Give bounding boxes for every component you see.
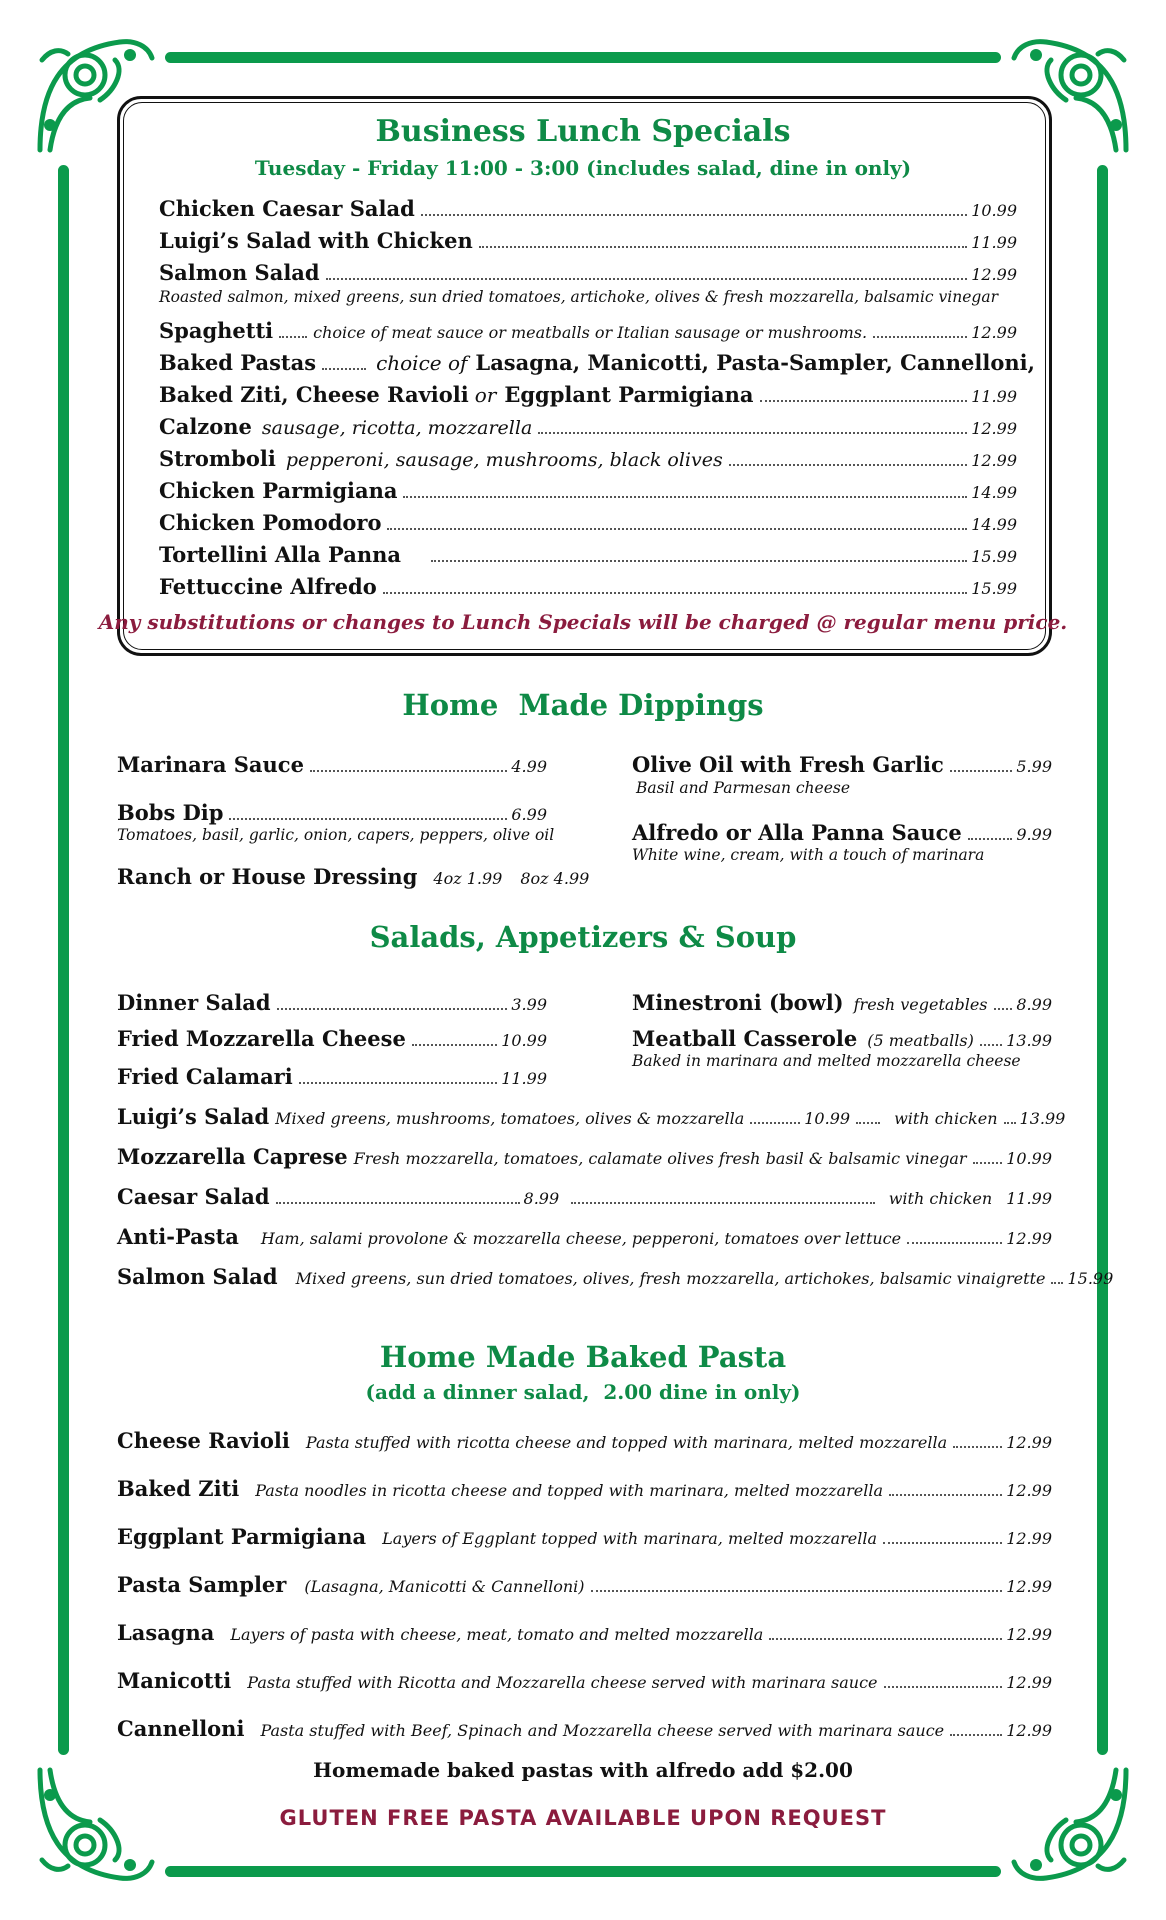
- leader-dots: [310, 770, 507, 772]
- border-left: [58, 165, 69, 1755]
- item-mid-word: or: [474, 383, 497, 407]
- item-price: 5.99: [1016, 757, 1052, 776]
- item-name: Fried Calamari: [117, 1064, 293, 1089]
- leader-dots: [884, 1686, 1003, 1688]
- dipping-item-description: [632, 846, 1052, 864]
- item-name: Dinner Salad: [117, 990, 271, 1015]
- item-name: Baked Pastas: [159, 350, 317, 375]
- pasta-item: [117, 1524, 1052, 1549]
- leader-dots: [1004, 1122, 1016, 1124]
- leader-dots: [950, 770, 1013, 772]
- item-price: 12.99: [971, 323, 1017, 342]
- item-price: 15.99: [971, 547, 1017, 566]
- lunch-item: [159, 260, 1017, 285]
- item-price: 9.99: [1016, 825, 1052, 844]
- item-price: 13.99: [1006, 1031, 1052, 1050]
- item-price: 12.99: [971, 451, 1017, 470]
- dipping-item-description: [117, 826, 555, 844]
- salad-item: [117, 1064, 547, 1089]
- salad-item: [117, 990, 547, 1015]
- salad-item: [117, 1144, 1052, 1169]
- item-price: 11.99: [501, 1069, 547, 1088]
- leader-dots: [856, 1122, 880, 1124]
- salads-title: Salads, Appetizers & Soup: [369, 920, 797, 954]
- leader-dots: [431, 560, 967, 562]
- leader-dots: [538, 432, 967, 434]
- item-price: 8.99: [523, 1189, 560, 1208]
- item-name: Luigi’s Salad: [117, 1104, 270, 1129]
- item-price: 12.99: [971, 419, 1017, 438]
- item-sub: Roasted salmon, mixed greens, sun dried tomatoes, artichoke, olives & fresh mozzarella, balsamic vinegar: [159, 288, 998, 306]
- lunch-specials-box-inner: [123, 102, 1046, 650]
- item-extra: with chicken: [894, 1109, 998, 1128]
- border-bottom: [165, 1866, 1001, 1877]
- item-price: 12.99: [1006, 1481, 1052, 1500]
- item-name: Alfredo or Alla Panna Sauce: [632, 820, 962, 845]
- leader-dots: [299, 1082, 497, 1084]
- leader-dots: [277, 1008, 508, 1010]
- dipping-item-description: [632, 779, 1056, 797]
- pasta-item: [117, 1428, 1052, 1453]
- leader-dots: [973, 1162, 1003, 1164]
- salad-item: [117, 1224, 1052, 1249]
- item-name: Fettuccine Alfredo: [159, 574, 377, 599]
- item-name: Meatball Casserole: [632, 1026, 858, 1051]
- lunch-item: [159, 478, 1017, 503]
- leader-dots: [279, 336, 307, 338]
- item-desc: Layers of pasta with cheese, meat, tomato and melted mozzarella: [230, 1625, 764, 1644]
- leader-dots: [980, 1044, 1002, 1046]
- leader-dots: [953, 1446, 1002, 1448]
- leader-dots: [403, 496, 967, 498]
- item-name: Cheese Ravioli: [117, 1428, 290, 1453]
- item-name: Mozzarella Caprese: [117, 1144, 348, 1169]
- lunch-item: [159, 228, 1017, 253]
- leader-dots: [591, 1590, 1003, 1592]
- item-desc: Ham, salami provolone & mozzarella cheese, pepperoni, tomatoes over lettuce: [260, 1229, 902, 1248]
- item-desc: (5 meatballs): [867, 1031, 974, 1050]
- leader-dots: [873, 336, 967, 338]
- lunch-item: [159, 318, 1017, 343]
- leader-dots: [968, 838, 1013, 840]
- pasta-item: [117, 1572, 1052, 1597]
- lunch-item: [159, 574, 1017, 599]
- item-price: 14.99: [971, 515, 1017, 534]
- item-name: Lasagna: [117, 1620, 215, 1645]
- leader-dots: [387, 528, 967, 530]
- lunch-item: [159, 510, 1017, 535]
- lunch-subtitle: Tuesday - Friday 11:00 - 3:00 (includes salad, dine in only): [254, 156, 912, 180]
- item-name: Chicken Pomodoro: [159, 510, 382, 535]
- leader-dots: [729, 464, 967, 466]
- dippings-title: Home Made Dippings: [402, 688, 764, 722]
- leader-dots: [994, 1008, 1013, 1010]
- item-name: Eggplant Parmigiana: [117, 1524, 367, 1549]
- dipping-item: [632, 752, 1052, 777]
- leader-dots: [479, 246, 967, 248]
- salad-item: [117, 1264, 1114, 1289]
- item-extra: with chicken: [888, 1189, 993, 1208]
- item-name: Caesar Salad: [117, 1184, 270, 1209]
- lunch-item: [159, 196, 1017, 221]
- lunch-item: [159, 414, 1017, 439]
- item-price: 11.99: [971, 387, 1017, 406]
- item-name: Manicotti: [117, 1668, 232, 1693]
- item-price: 10.99: [1006, 1149, 1052, 1168]
- item-name: Cannelloni: [117, 1716, 245, 1741]
- item-price: 12.99: [1006, 1721, 1052, 1740]
- item-sub: Basil and Parmesan cheese: [636, 779, 850, 797]
- pasta-item: [117, 1476, 1052, 1501]
- item-price: 15.99: [1067, 1269, 1114, 1288]
- leader-dots: [412, 1044, 497, 1046]
- item-price: 12.99: [971, 265, 1017, 284]
- leader-dots: [276, 1202, 520, 1204]
- border-top: [165, 52, 1001, 63]
- item-name: Salmon Salad: [117, 1264, 278, 1289]
- item-name: Calzone: [159, 414, 252, 439]
- item-price: 14.99: [971, 483, 1017, 502]
- dipping-item: [632, 820, 1052, 845]
- item-price: 12.99: [1006, 1529, 1052, 1548]
- leader-dots: [571, 1202, 875, 1204]
- item-price: 4.99: [511, 757, 547, 776]
- item-desc: Pasta stuffed with ricotta cheese and topped with marinara, melted mozzarella: [305, 1433, 948, 1452]
- leader-dots: [889, 1494, 1002, 1496]
- leader-dots: [769, 1638, 1002, 1640]
- leader-dots: [1051, 1282, 1063, 1284]
- lunch-item: [159, 382, 1017, 407]
- alfredo-note: Homemade baked pastas with alfredo add $2.00: [313, 1758, 853, 1782]
- item-name: Ranch or House Dressing: [117, 864, 418, 889]
- item-price: 12.99: [1006, 1229, 1052, 1248]
- pasta-title: Home Made Baked Pasta: [379, 1340, 787, 1374]
- item-desc: (Lasagna, Manicotti & Cannelloni): [304, 1577, 585, 1596]
- item-name: Anti-Pasta: [117, 1224, 239, 1249]
- dipping-item: [117, 752, 547, 777]
- leader-dots: [229, 818, 507, 820]
- item-lead-text: choice of: [376, 351, 468, 375]
- leader-dots: [950, 1734, 1002, 1736]
- item-desc: Pasta stuffed with Beef, Spinach and Mozzarella cheese served with marinara sauce: [260, 1721, 945, 1740]
- item-name: Minestroni (bowl): [632, 990, 844, 1015]
- salad-item: [117, 1104, 1066, 1129]
- item-name: Chicken Parmigiana: [159, 478, 398, 503]
- lunch-item-description: [159, 288, 1017, 306]
- salad-item: [117, 1026, 547, 1051]
- item-desc: Pasta noodles in ricotta cheese and topped with marinara, melted mozzarella: [255, 1481, 884, 1500]
- item-desc: choice of meat sauce or meatballs or Italian sausage or mushrooms.: [313, 323, 868, 342]
- item-sub: White wine, cream, with a touch of marinara: [632, 846, 985, 864]
- leader-dots: [322, 368, 366, 370]
- item-desc: fresh vegetables: [853, 995, 988, 1014]
- dipping-item: [117, 864, 590, 889]
- pasta-item: [117, 1668, 1052, 1693]
- item-name: Baked Ziti: [117, 1476, 240, 1501]
- item-name: Bobs Dip: [117, 800, 224, 825]
- lunch-item: [159, 350, 1035, 375]
- item-name: Pasta Sampler: [117, 1572, 287, 1597]
- item-desc: Pasta stuffed with Ricotta and Mozzarella cheese served with marinara sauce: [247, 1673, 878, 1692]
- item-price: 3.99: [511, 995, 547, 1014]
- item-price: 15.99: [971, 579, 1017, 598]
- item-sub: Tomatoes, basil, garlic, onion, capers, peppers, olive oil: [117, 826, 555, 844]
- item-price: 10.99: [971, 201, 1017, 220]
- lunch-substitution-note: Any substitutions or changes to Lunch Specials will be charged @ regular menu price.: [98, 610, 1068, 634]
- lunch-item: [159, 542, 1017, 567]
- item-extra: Lasagna, Manicotti, Pasta-Sampler, Cannelloni,: [475, 350, 1035, 375]
- leader-dots: [883, 1542, 1002, 1544]
- pasta-subtitle: (add a dinner salad, 2.00 dine in only): [365, 1380, 801, 1404]
- item-size-1: 4oz 1.99: [433, 869, 503, 888]
- item-price: 12.99: [1006, 1577, 1052, 1596]
- item-name: Spaghetti: [159, 318, 274, 343]
- item-name: Stromboli: [159, 446, 276, 471]
- salad-item-description: [632, 1052, 1052, 1070]
- pasta-item: [117, 1716, 1052, 1741]
- item-name: Olive Oil with Fresh Garlic: [632, 752, 944, 777]
- item-desc: Mixed greens, mushrooms, tomatoes, olives & mozzarella: [275, 1109, 745, 1128]
- item-price: 10.99: [501, 1031, 547, 1050]
- leader-dots: [326, 278, 968, 280]
- item-price: 11.99: [971, 233, 1017, 252]
- leader-dots: [750, 1122, 800, 1124]
- leader-dots: [907, 1242, 1002, 1244]
- lunch-item: [159, 446, 1017, 471]
- pasta-item: [117, 1620, 1052, 1645]
- lunch-title: Business Lunch Specials: [375, 114, 791, 149]
- item-name: Baked Ziti, Cheese Ravioli: [159, 382, 469, 407]
- item-desc: Layers of Eggplant topped with marinara, melted mozzarella: [382, 1529, 878, 1548]
- item-price: 6.99: [511, 805, 547, 824]
- item-name-2: Eggplant Parmigiana: [504, 382, 754, 407]
- item-desc: Mixed greens, sun dried tomatoes, olives, fresh mozzarella, artichokes, balsamic vinaigrette: [295, 1269, 1046, 1288]
- item-name: Fried Mozzarella Cheese: [117, 1026, 406, 1051]
- item-price: 8.99: [1016, 995, 1052, 1014]
- item-price-2: 13.99: [1019, 1109, 1066, 1128]
- item-size-2: 8oz 4.99: [520, 869, 590, 888]
- item-desc: sausage, ricotta, mozzarella: [261, 417, 533, 439]
- border-right: [1097, 165, 1108, 1755]
- item-name: Luigi’s Salad with Chicken: [159, 228, 473, 253]
- item-price: 10.99: [804, 1109, 851, 1128]
- item-desc: pepperoni, sausage, mushrooms, black olives: [285, 449, 723, 471]
- dipping-item: [117, 800, 547, 825]
- salad-item: [632, 1026, 1052, 1051]
- item-price: 12.99: [1006, 1433, 1052, 1452]
- item-price: 12.99: [1006, 1625, 1052, 1644]
- item-name: Tortellini Alla Panna: [159, 542, 401, 567]
- item-name: Chicken Caesar Salad: [159, 196, 415, 221]
- item-desc: Fresh mozzarella, tomatoes, calamate olives fresh basil & balsamic vinegar: [353, 1149, 967, 1168]
- item-name: Marinara Sauce: [117, 752, 304, 777]
- gluten-free-note: GLUTEN FREE PASTA AVAILABLE UPON REQUEST: [279, 1806, 887, 1830]
- salad-item: [632, 990, 1052, 1015]
- salad-item: [117, 1184, 1052, 1209]
- item-name: Salmon Salad: [159, 260, 320, 285]
- leader-dots: [760, 400, 968, 402]
- leader-dots: [383, 592, 967, 594]
- item-price: 12.99: [1006, 1673, 1052, 1692]
- item-price-2: 11.99: [1006, 1189, 1052, 1208]
- item-sub: Baked in marinara and melted mozzarella cheese: [632, 1052, 1021, 1070]
- leader-dots: [421, 214, 967, 216]
